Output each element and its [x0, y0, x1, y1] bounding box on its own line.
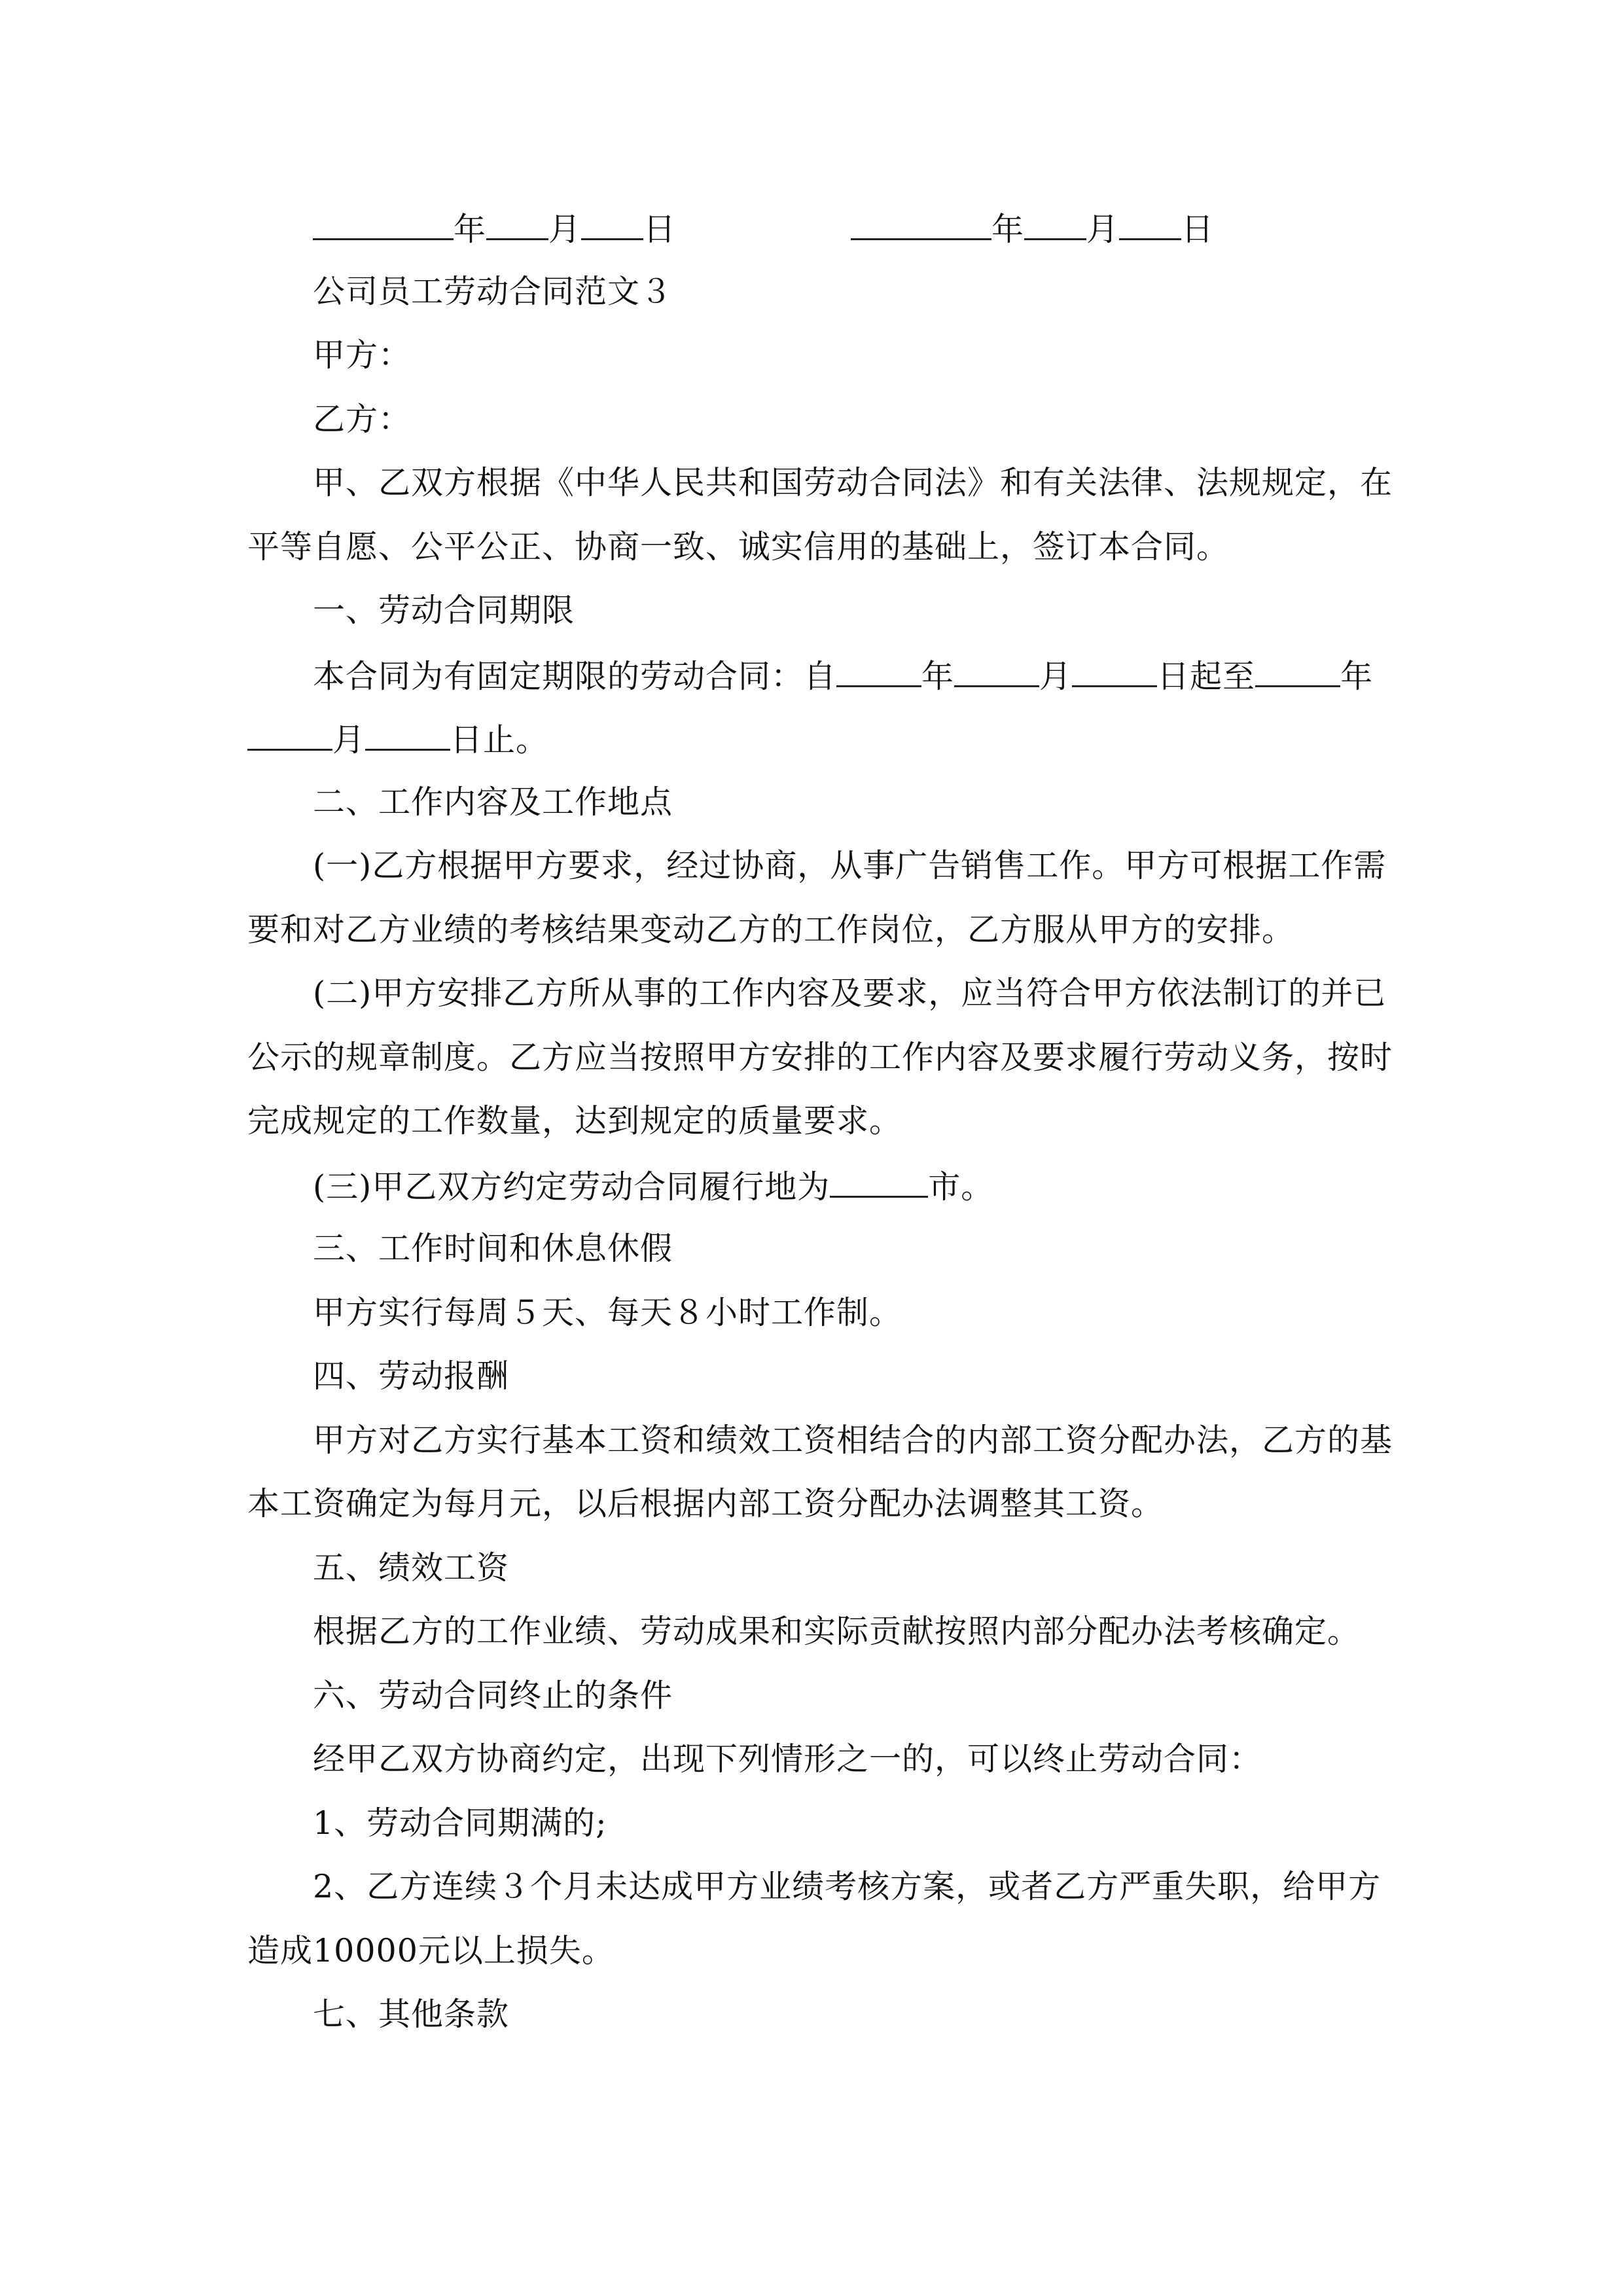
preamble-line-1: 甲、乙双方根据《中华人民共和国劳动合同法》和有关法律、法规规定，在: [313, 464, 1393, 501]
section-6-item-2-line-2: 造成10000元以上损失。: [247, 1932, 615, 1969]
item-3-text: (三)甲乙双方约定劳动合同履行地为: [313, 1168, 830, 1206]
section-4-heading: 四、劳动报酬: [313, 1357, 510, 1395]
section-3-text: 甲方实行每周５天、每天８小时工作制。: [313, 1294, 902, 1331]
blank-end-year: [1255, 655, 1340, 687]
blank-start-day: [1072, 655, 1157, 687]
month-label: 月: [548, 211, 582, 248]
blank-start-year: [836, 655, 921, 687]
section-1-heading: 一、劳动合同期限: [313, 592, 575, 629]
blank-start-month: [954, 655, 1039, 687]
signature-date-left: [313, 208, 676, 249]
day-label: 日: [643, 211, 677, 248]
party-a-label: 甲方：: [313, 336, 412, 374]
section-5-text: 根据乙方的工作业绩、劳动成果和实际贡献按照内部分配办法考核确定。: [313, 1613, 1361, 1650]
blank-month: [1024, 208, 1086, 240]
section-6-item-1: 1、劳动合同期满的;: [313, 1804, 607, 1842]
section-1-term-line-2: [247, 719, 548, 760]
section-6-item-2-line-1: 2、乙方连续３个月未达成甲方业绩考核方案，或者乙方严重失职，给甲方: [313, 1868, 1382, 1905]
blank-day: [1119, 208, 1181, 240]
year-label: 年: [991, 211, 1025, 248]
section-2-item-2-line-2: 公示的规章制度。乙方应当按照甲方安排的工作内容及要求履行劳动义务，按时: [247, 1039, 1393, 1076]
section-1-term-line-1: [313, 655, 1373, 696]
section-6-heading: 六、劳动合同终止的条件: [313, 1677, 673, 1714]
section-6-intro: 经甲乙双方协商约定，出现下列情形之一的，可以终止劳动合同：: [313, 1740, 1262, 1778]
day-label: 日: [1181, 211, 1215, 248]
blank-day: [581, 208, 643, 240]
section-2-item-3: [313, 1166, 993, 1207]
city-suffix: 市。: [928, 1168, 994, 1206]
party-b-label: 乙方：: [313, 401, 412, 438]
section-5-heading: 五、绩效工资: [313, 1549, 510, 1587]
month-label: 月: [332, 721, 366, 759]
day-from-label: 日起至: [1157, 658, 1256, 695]
blank-year: [313, 208, 454, 240]
document-title: 公司员工劳动合同范文３: [313, 273, 673, 310]
section-2-item-1-line-2: 要和对乙方业绩的考核结果变动乙方的工作岗位，乙方服从甲方的安排。: [247, 911, 1295, 948]
preamble-line-2: 平等自愿、公平公正、协商一致、诚实信用的基础上，签订本合同。: [247, 528, 1230, 565]
year-label: 年: [1340, 658, 1374, 695]
blank-month: [486, 208, 548, 240]
section-2-heading: 二、工作内容及工作地点: [313, 783, 673, 821]
day-end-label: 日止。: [450, 721, 549, 759]
section-7-heading: 七、其他条款: [313, 1996, 510, 2033]
year-label: 年: [921, 658, 955, 695]
section-2-item-2-line-1: (二)甲方安排乙方所从事的工作内容及要求，应当符合甲方依法制订的并已: [313, 975, 1387, 1012]
blank-city: [830, 1166, 928, 1198]
blank-end-day: [365, 719, 450, 751]
month-label: 月: [1039, 658, 1073, 695]
month-label: 月: [1086, 211, 1120, 248]
blank-year: [851, 208, 991, 240]
section-4-line-1: 甲方对乙方实行基本工资和绩效工资相结合的内部工资分配办法，乙方的基: [313, 1422, 1393, 1459]
term-text: 本合同为有固定期限的劳动合同：自: [313, 658, 837, 695]
section-3-heading: 三、工作时间和休息休假: [313, 1230, 673, 1267]
signature-date-right: [851, 208, 1214, 249]
section-4-line-2: 本工资确定为每月元，以后根据内部工资分配办法调整其工资。: [247, 1485, 1164, 1522]
blank-end-month: [247, 719, 332, 751]
section-2-item-2-line-3: 完成规定的工作数量，达到规定的质量要求。: [247, 1102, 902, 1139]
section-2-item-1-line-1: (一)乙方根据甲方要求，经过协商，从事广告销售工作。甲方可根据工作需: [313, 847, 1387, 884]
year-label: 年: [454, 211, 487, 248]
